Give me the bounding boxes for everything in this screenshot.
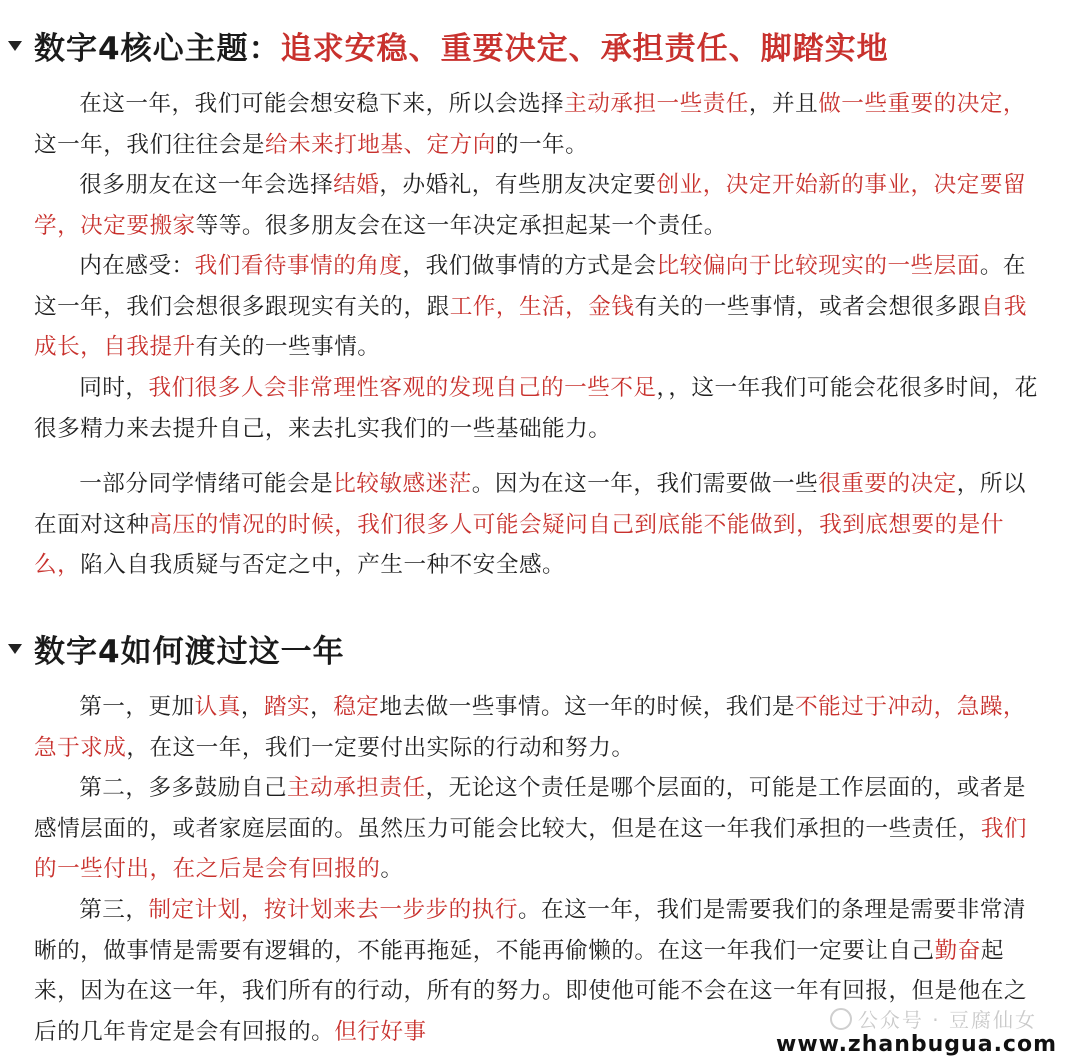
highlighted-text: 工作，生活，金钱 <box>449 293 635 320</box>
collapse-triangle-icon[interactable] <box>8 644 22 654</box>
paragraph-text: 有关的一些事情。 <box>195 334 381 360</box>
section1-heading[interactable] <box>8 20 889 70</box>
paragraph-text: 。在这一年，我们会想很多跟现实有关的，跟 <box>34 253 1027 320</box>
paragraph-text: 第三， <box>79 897 149 923</box>
highlighted-text: 比较敏感迷茫 <box>333 471 472 497</box>
paragraph-text: ，并且 <box>748 91 819 117</box>
highlighted-text: 主动承担一些责任 <box>564 91 749 117</box>
paragraph-text: 等等。很多朋友会在这一年决定承担起某一个责任。 <box>195 212 727 239</box>
paragraph-text: ，，这一年我们可能会花很多时间，花很多精力来去提升自己，来去扎实我们的一些基础能力。 <box>34 375 1038 442</box>
paragraph-text: 同时， <box>79 375 149 401</box>
highlighted-text: 稳定 <box>333 694 380 720</box>
watermark <box>767 997 1067 1059</box>
section2-heading-text: 数字4如何渡过这一年 <box>34 633 345 670</box>
highlighted-text: 创业，决定开始新的事业，决定要留学，决定要搬家 <box>34 172 1027 239</box>
paragraph-text: 。因为在这一年，我们需要做一些 <box>471 471 819 497</box>
watermark-badge-text: 公众号 · 豆腐仙女 <box>857 1008 1037 1032</box>
collapse-triangle-icon[interactable] <box>8 41 22 51</box>
paragraph-text: ， <box>310 694 334 720</box>
paragraph-text: ，所以在面对这种 <box>34 471 1027 538</box>
highlighted-text: 认真 <box>194 694 241 720</box>
highlighted-text: 我们的一些付出，在之后是会有回报的 <box>34 815 1028 882</box>
highlighted-text: 自我成长，自我提升 <box>34 293 1028 360</box>
watermark-url: www.zhanbugua.com <box>772 1032 1061 1057</box>
section2-paragraph-1 <box>34 687 1044 768</box>
highlighted-text: 给未来打地基、定方向 <box>264 131 496 158</box>
paragraph-text: ，我们做事情的方式是会 <box>402 253 657 279</box>
section1-paragraph-5 <box>34 464 1044 586</box>
highlighted-text: 踏实 <box>263 694 311 720</box>
paragraph-text: ，办婚礼，有些朋友决定要 <box>379 172 657 198</box>
highlighted-text: 勤奋 <box>934 937 981 964</box>
wechat-logo-icon <box>830 1008 852 1030</box>
section1-paragraph-2 <box>34 165 1044 246</box>
paragraph-text: ，无论这个责任是哪个层面的，可能是工作层面的，或者是感情层面的，或者家庭层面的。虽然压力可能会比较大，但是在这一年我们承担的一些责任， <box>34 775 1027 842</box>
paragraph-text: 很多朋友在这一年会选择 <box>79 172 334 198</box>
highlighted-text: 结婚 <box>333 172 380 198</box>
highlighted-text: 高压的情况的时候，我们很多人可能会疑问自己到底能不能做到，我到底想要的是什么， <box>34 511 1004 578</box>
paragraph-text: 地去做一些事情。这一年的时候，我们是 <box>379 694 796 720</box>
section2-paragraph-2 <box>34 768 1044 890</box>
section1-heading-highlight: 追求安稳、重要决定、承担责任、脚踏实地 <box>280 30 889 67</box>
section1-paragraph-4 <box>34 368 1044 449</box>
watermark-badge <box>830 1004 1037 1033</box>
section2-heading[interactable] <box>8 623 345 673</box>
highlighted-text: 主动承担责任 <box>287 775 426 801</box>
paragraph-text: 一部分同学情绪可能会是 <box>79 471 334 497</box>
paragraph-text: 陷入自我质疑与否定之中，产生一种不安全感。 <box>80 552 566 578</box>
highlighted-text: 不能过于冲动，急躁，急于求成 <box>34 694 1027 761</box>
section1-paragraph-1 <box>34 84 1044 165</box>
highlighted-text: 我们很多人会非常理性客观的发现自己的一些不足 <box>148 375 657 401</box>
highlighted-text: 很重要的决定 <box>818 471 957 497</box>
paragraph-text: ，在这一年，我们一定要付出实际的行动和努力。 <box>126 734 635 761</box>
highlighted-text: 但行好事 <box>334 1018 427 1045</box>
paragraph-text: 在这一年，我们可能会想安稳下来，所以会选择 <box>79 91 565 117</box>
highlighted-text: 比较偏向于比较现实的一些层面 <box>656 253 980 279</box>
paragraph-text: 的一年。 <box>495 131 589 158</box>
paragraph-text: ， <box>240 694 264 720</box>
paragraph-text: 。在这一年，我们是需要我们的条理是需要非常清晰的，做事情是需要有逻辑的，不能再拖延，不能再偷懒的。在这一年我们一定要让自己 <box>34 897 1027 964</box>
paragraph-text: 。 <box>380 856 404 882</box>
paragraph-text: 第二，多多鼓励自己 <box>79 775 288 801</box>
highlighted-text: 做一些重要的决定， <box>818 91 1027 117</box>
section1-paragraph-3 <box>34 246 1044 368</box>
paragraph-text: 第一，更加 <box>79 694 195 720</box>
section1-heading-prefix: 数字4核心主题： <box>34 30 281 67</box>
paragraph-text: 这一年，我们往往会是 <box>34 131 265 158</box>
paragraph-text: 有关的一些事情，或者会想很多跟 <box>634 293 981 320</box>
paragraph-text: 内在感受： <box>79 253 195 279</box>
paragraph-text: 起来，因为在这一年，我们所有的行动，所有的努力。即使他可能不会在这一年有回报，但是他在之后的几年肯定是会有回报的。 <box>34 937 1028 1045</box>
highlighted-text: 我们看待事情的角度 <box>194 253 403 279</box>
highlighted-text: 制定计划，按计划来去一步步的执行 <box>148 897 518 923</box>
